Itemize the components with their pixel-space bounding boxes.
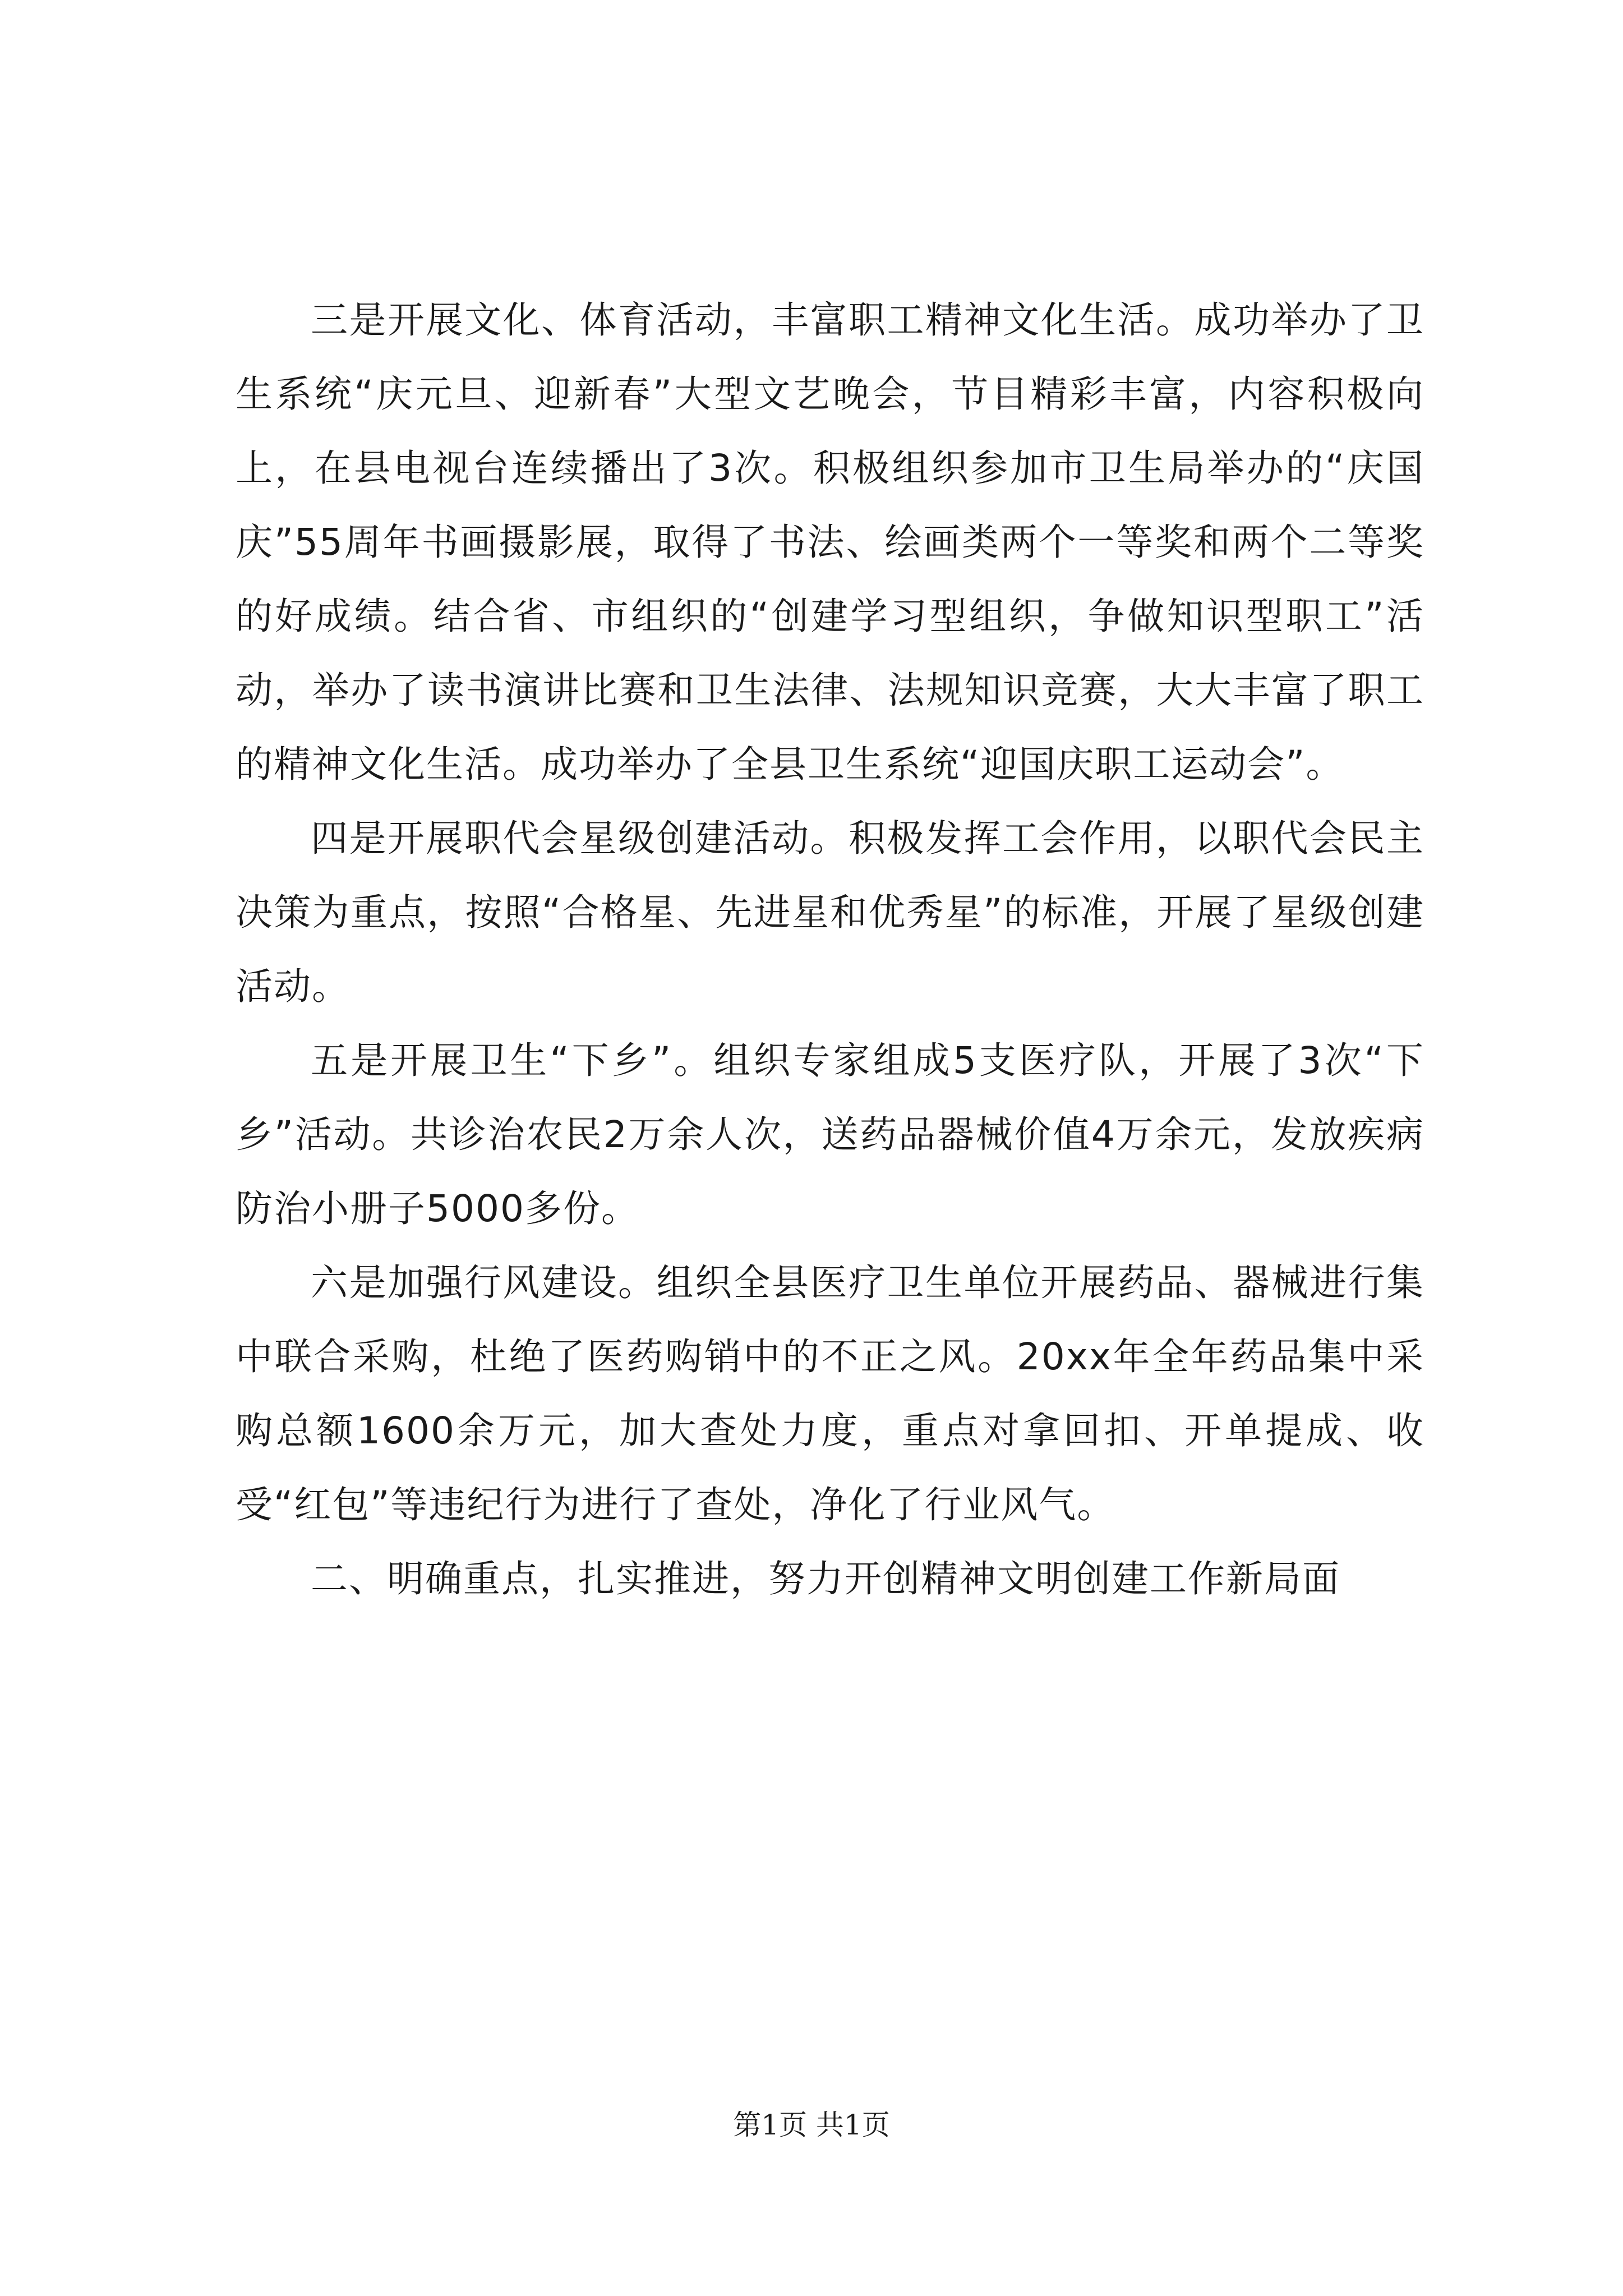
document-body <box>236 283 1424 1616</box>
paragraph-star-rating: 四是开展职代会星级创建活动。积极发挥工会作用，以职代会民主决策为重点，按照“合格星、先进星和优秀星”的标准，开展了星级创建活动。 <box>236 817 1424 1008</box>
page-footer: 第1页 共1页 <box>733 2109 890 2141</box>
paragraph-culture-sports: 三是开展文化、体育活动，丰富职工精神文化生活。成功举办了卫生系统“庆元旦、迎新春”大型文艺晚会，节目精彩丰富，内容积极向上，在县电视台连续播出了3次。积极组织参加市卫生局举办的“庆国庆”55周年书画摄影展，取得了书法、绘画类两个一等奖和两个二等奖的好成绩。结合省、市组织的“创建学习型组织，争做知识型职工”活动，举办了读书演讲比赛和卫生法律、法规知识竞赛，大大丰富了职工的精神文化生活。成功举办了全县卫生系统“迎国庆职工运动会”。 <box>236 298 1424 786</box>
paragraph-conduct-building: 六是加强行风建设。组织全县医疗卫生单位开展药品、器械进行集中联合采购，杜绝了医药购销中的不正之风。20xx年全年药品集中采购总额1600余万元，加大查处力度，重点对拿回扣、开单提成、收受“红包”等违纪行为进行了查处，净化了行业风气。 <box>236 1261 1424 1526</box>
section-heading: 二、明确重点，扎实推进，努力开创精神文明创建工作新局面 <box>311 1557 1340 1600</box>
paragraph-medical-outreach: 五是开展卫生“下乡”。组织专家组成5支医疗队，开展了3次“下乡”活动。共诊治农民2万余人次，送药品器械价值4万余元，发放疾病防治小册子5000多份。 <box>236 1039 1424 1230</box>
